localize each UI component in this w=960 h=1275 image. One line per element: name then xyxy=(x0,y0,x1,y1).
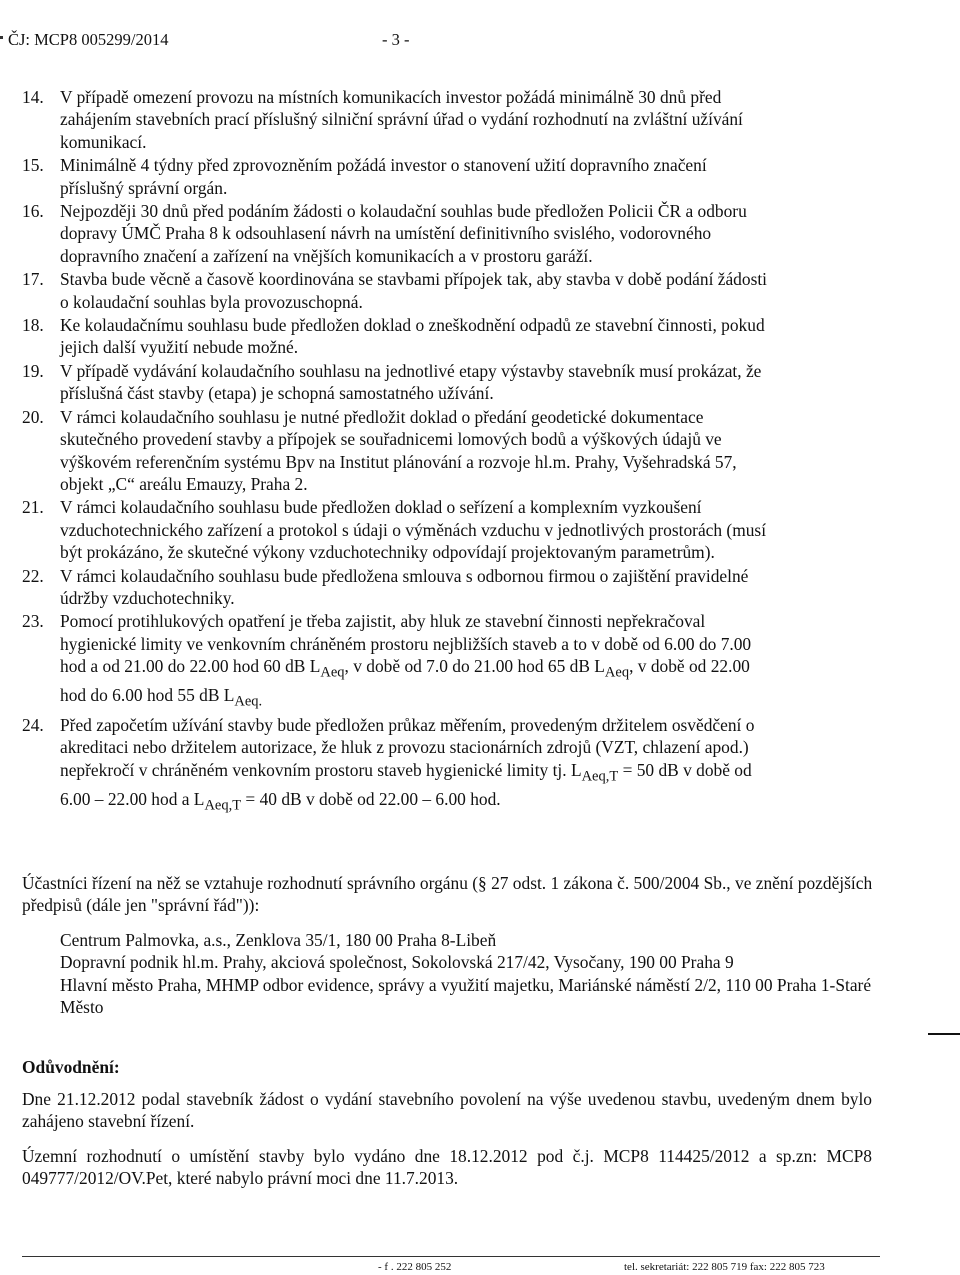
footer-phone: - f . 222 805 252 xyxy=(378,1261,452,1273)
condition-text: Stavba bude věcně a časově koordinována se stavbami přípojek tak, aby stavba v době podání žádosti o kolaudační souhlas byla provozuschopná. xyxy=(60,269,768,312)
condition-text: Minimálně 4 týdny před zprovozněním požádá investor o stanovení užití dopravního značení příslušný správní orgán. xyxy=(60,155,707,198)
condition-number: 15. xyxy=(22,155,44,176)
condition-item xyxy=(22,200,902,267)
condition-item xyxy=(22,714,902,817)
condition-number: 16. xyxy=(22,201,44,222)
participant: Hlavní město Praha, MHMP odbor evidence, správy a využití majetku, Mariánské náměstí 2/2, 110 00 Praha 1-Staré Město xyxy=(60,974,872,1018)
margin-mark xyxy=(928,1033,960,1035)
participants-intro: Účastníci řízení na něž se vztahuje rozhodnutí správního orgánu (§ 27 odst. 1 zákona č. 500/2004 Sb., ve znění pozdějších předpisů (dále jen "správní řád")): xyxy=(22,873,873,916)
reasons-section xyxy=(22,1088,872,1202)
condition-text: V rámci kolaudačního souhlasu je nutné předložit doklad o předání geodetické dokumentace skutečného provedení stavby a přípojek se souřadnicemi lomových bodů a výškových údajů ve výškovém referenčním systému Bpv na Institut plánování a rozvoje hl.m. Prahy, Vyšehradská 57, objekt „C“ areálu Emauzy, Praha 2. xyxy=(60,406,737,494)
participants-section xyxy=(22,872,902,1018)
section-title: Odůvodnění: xyxy=(22,1057,120,1077)
page-header xyxy=(8,30,960,54)
condition-text: V rámci kolaudačního souhlasu bude předložen doklad o seřízení a komplexním vyzkoušení vzduchotechnického zařízení a protokol s údaji o výměnách vzduchu v jednotlivých prostorách (musí být prokázáno, že skutečné výkony vzduchotechniky odpovídají projektovaným parametrům). xyxy=(60,497,767,563)
participant: Dopravní podnik hl.m. Prahy, akciová společnost, Sokolovská 217/42, Vysočany, 190 00 Praha 9 xyxy=(60,952,734,973)
page-footer xyxy=(0,1261,960,1275)
condition-number: 22. xyxy=(22,565,44,586)
condition-number: 18. xyxy=(22,315,44,336)
scan-mark xyxy=(0,36,3,39)
condition-text: Nejpozději 30 dnů před podáním žádosti o kolaudační souhlas bude předložen Policii ČR a odboru dopravy ÚMČ Praha 8 k odsouhlasení návrh na umístění definitivního svislého, vodorovného dopravního značení a zařízení na vnějších komunikacích a v prostoru garáží. xyxy=(60,201,747,266)
footer-contacts: tel. sekretariát: 222 805 719 fax: 222 805 723 xyxy=(624,1261,825,1273)
participant: Centrum Palmovka, a.s., Zenklova 35/1, 180 00 Praha 8-Libeň xyxy=(60,929,497,950)
participants-list xyxy=(22,929,902,1019)
condition-number: 19. xyxy=(22,360,44,381)
condition-number: 24. xyxy=(22,714,44,735)
condition-text: V případě omezení provozu na místních komunikacích investor požádá minimálně 30 dnů před zahájením stavebních prací příslušný silniční správní úřad o vydání rozhodnutí na zvláštní užívání komunikací. xyxy=(60,87,743,152)
page-number: - 3 - xyxy=(382,30,410,49)
footer-divider xyxy=(22,1256,880,1257)
reasons-paragraph: Dne 21.12.2012 podal stavebník žádost o vydání stavebního povolení na výše uvedenou stavbu, uvedeným dnem bylo zahájeno stavební řízení. xyxy=(22,1089,872,1132)
condition-text: V rámci kolaudačního souhlasu bude předložena smlouva s odbornou firmou o zajištění pravidelné údržby vzduchotechniky. xyxy=(60,565,749,608)
condition-item xyxy=(22,360,902,405)
condition-item xyxy=(22,496,902,563)
condition-text: V případě vydávání kolaudačního souhlasu na jednotlivé etapy výstavby stavebník musí prokázat, že příslušná část stavby (etapa) je schopná samostatného užívání. xyxy=(60,360,762,404)
condition-item xyxy=(22,610,902,713)
condition-item xyxy=(22,268,902,313)
condition-item xyxy=(22,565,902,610)
condition-number: 14. xyxy=(22,87,44,107)
condition-item xyxy=(22,154,902,199)
condition-number: 23. xyxy=(22,611,44,632)
condition-text: Před započetím užívání stavby bude předložen průkaz měřením, provedeným držitelem osvědčení o akreditaci nebo držitelem autorizace, že hluk z provozu stacionárních zdrojů (VZT, chlazení apod.) nepřekročí v chráněném venkovním prostoru staveb hygienické limity tj. $L_{Aeq,T} = 50$ dB v době od 6.00 – 22.00 hod a $L_{Aeq,T} = 40$ dB v době od 22.00 – 6.00 hod. xyxy=(60,714,755,814)
condition-item xyxy=(22,86,902,153)
conditions-list xyxy=(22,86,902,817)
condition-text: Pomocí protihlukových opatření je třeba zajistit, aby hluk ze stavební činnosti nepřekračoval hygienické limity ve venkovním chráněném prostoru nejbližších staveb a to v době od 6.00 do 7.00 hod a od 21.00 do 22.00 hod 60 dB $L_{Aeq}$, v době od 7.0 do 21.00 hod 65 dB $L_{Aeq}$, v době od 22.00 hod do 6.00 hod 55 dB $L_{Aeq.}$ xyxy=(60,611,752,710)
condition-number: 21. xyxy=(22,497,44,518)
condition-item xyxy=(22,406,902,496)
condition-number: 20. xyxy=(22,406,44,427)
condition-item xyxy=(22,314,902,359)
condition-number: 17. xyxy=(22,269,44,290)
reference-number: ČJ: MCP8 005299/2014 xyxy=(8,30,169,49)
condition-text: Ke kolaudačnímu souhlasu bude předložen doklad o zneškodnění odpadů ze stavební činnosti, pokud jejich další využití nebude možné. xyxy=(60,315,765,358)
reasons-paragraph: Územní rozhodnutí o umístění stavby bylo vydáno dne 18.12.2012 pod č.j. MCP8 114425/2012 a sp.zn: MCP8 049777/2012/OV.Pet, které nabylo právní moci dne 11.7.2013. xyxy=(22,1145,872,1189)
